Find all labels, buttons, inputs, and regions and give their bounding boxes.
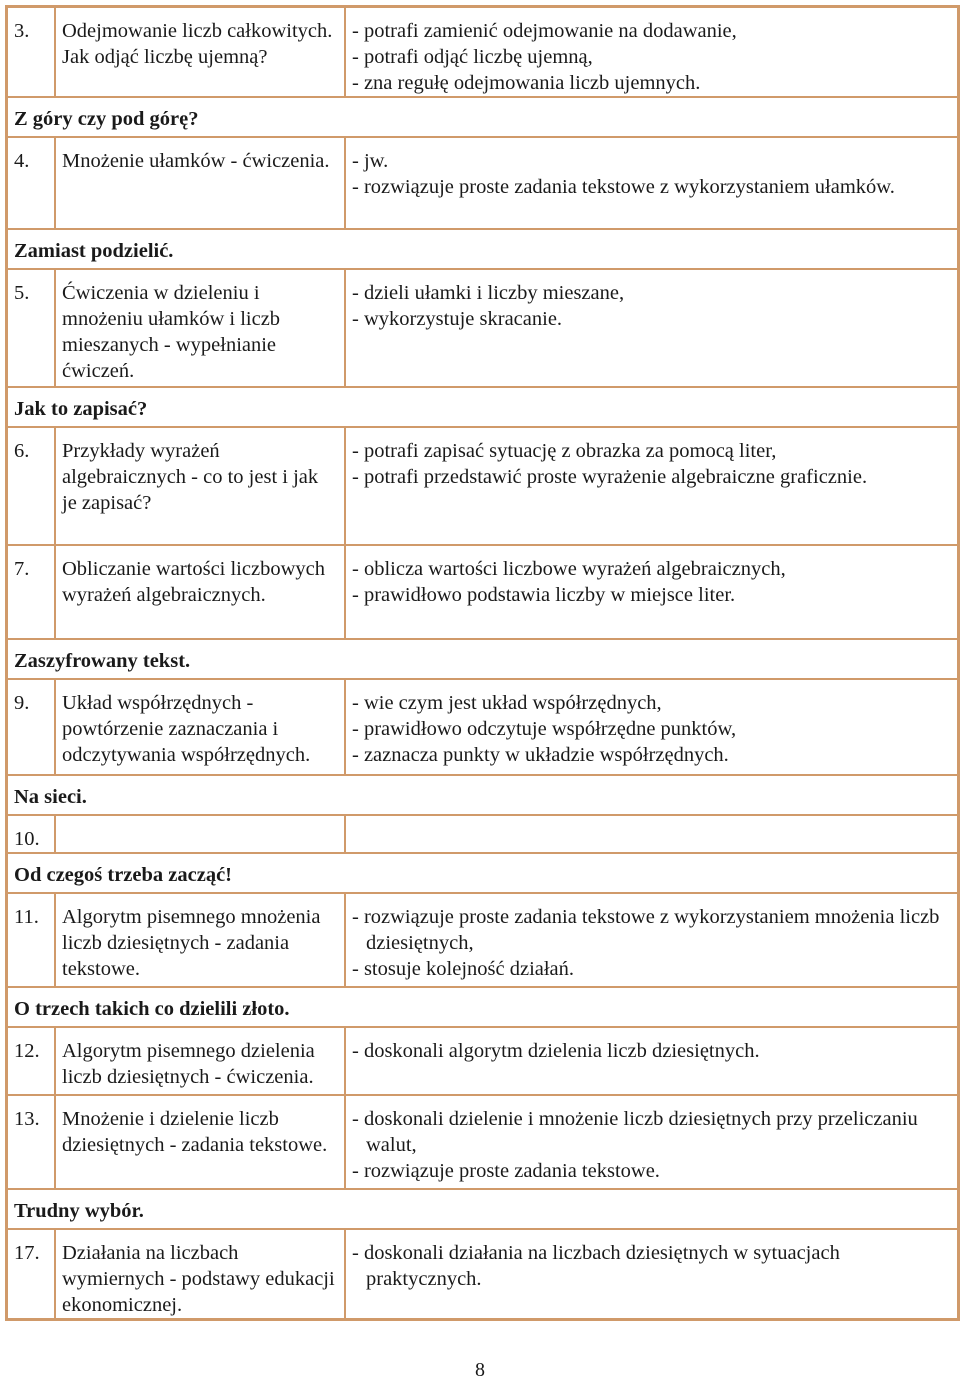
skill-item: - stosuje kolejność działań. [352,958,575,980]
lesson-number: 9. [7,679,55,775]
lesson-row [7,1095,958,1189]
skill-item: - potrafi zamienić odejmowanie na dodawanie, [352,20,737,42]
lesson-number: 11. [7,893,55,987]
lesson-row [7,1027,958,1095]
lesson-skills [345,269,958,387]
lesson-skills [345,815,958,853]
lesson-row [7,545,958,639]
section-title: Zaszyfrowany tekst. [7,639,958,679]
skill-item: - zna regułę odejmowania liczb ujemnych. [352,72,701,94]
section-title: Od czegoś trzeba zacząć! [7,853,958,893]
lesson-topic: Układ współrzędnych - powtórzenie zaznaczania i odczytywania współrzędnych. [55,679,345,775]
lesson-number: 5. [7,269,55,387]
lesson-row [7,427,958,545]
lesson-number: 17. [7,1229,55,1319]
lesson-skills [345,427,958,545]
lesson-number: 7. [7,545,55,639]
section-title: Z góry czy pod górę? [7,97,958,137]
section-title: Na sieci. [7,775,958,815]
skill-item: - prawidłowo odczytuje współrzędne punktów, [352,718,737,740]
lesson-topic: Ćwiczenia w dzieleniu i mnożeniu ułamków i liczb mieszanych - wypełnianie ćwiczeń. [55,269,345,387]
lesson-row [7,7,958,97]
lesson-skills [345,1229,958,1319]
lesson-row [7,815,958,853]
page-number: 8 [475,1359,485,1381]
section-row [7,639,958,679]
lesson-skills [345,1095,958,1189]
section-title: Jak to zapisać? [7,387,958,427]
section-title: O trzech takich co dzielili złoto. [7,987,958,1027]
lesson-number: 4. [7,137,55,229]
lesson-number: 13. [7,1095,55,1189]
skill-item: - potrafi odjąć liczbę ujemną, [352,46,593,68]
lesson-row [7,893,958,987]
section-row [7,229,958,269]
section-row [7,97,958,137]
lesson-skills [345,1027,958,1095]
lesson-skills [345,545,958,639]
lesson-topic: Działania na liczbach wymiernych - podstawy edukacji ekonomicznej. [55,1229,345,1319]
lesson-topic: Obliczanie wartości liczbowych wyrażeń algebraicznych. [55,545,345,639]
lesson-topic: Algorytm pisemnego mnożenia liczb dziesiętnych - zadania tekstowe. [55,893,345,987]
skill-item: - wykorzystuje skracanie. [352,308,563,330]
section-title: Trudny wybór. [7,1189,958,1229]
lesson-number: 3. [7,7,55,97]
lesson-topic: Mnożenie ułamków - ćwiczenia. [55,137,345,229]
skill-item: - rozwiązuje proste zadania tekstowe z wykorzystaniem mnożenia liczb dziesiętnych, [352,906,940,954]
lesson-topic: Mnożenie i dzielenie liczb dziesiętnych - zadania tekstowe. [55,1095,345,1189]
lesson-plan-table [5,5,960,1321]
lesson-skills [345,137,958,229]
skill-item: - zaznacza punkty w układzie współrzędnych. [352,744,729,766]
skill-item: - rozwiązuje proste zadania tekstowe z wykorzystaniem ułamków. [352,176,895,198]
section-row [7,775,958,815]
skill-item: - jw. [352,150,389,172]
lesson-skills [345,679,958,775]
lesson-topic: Algorytm pisemnego dzielenia liczb dziesiętnych - ćwiczenia. [55,1027,345,1095]
lesson-number: 10. [7,815,55,853]
lesson-number: 6. [7,427,55,545]
skill-item: - rozwiązuje proste zadania tekstowe. [352,1160,660,1182]
lesson-topic [55,815,345,853]
section-row [7,387,958,427]
lesson-skills [345,893,958,987]
lesson-skills [345,7,958,97]
lesson-row [7,137,958,229]
skill-item: - prawidłowo podstawia liczby w miejsce liter. [352,584,736,606]
section-row [7,1189,958,1229]
skill-item: - dzieli ułamki i liczby mieszane, [352,282,625,304]
lesson-topic: Odejmowanie liczb całkowitych. Jak odjąć liczbę ujemną? [55,7,345,97]
lesson-topic: Przykłady wyrażeń algebraicznych - co to jest i jak je zapisać? [55,427,345,545]
lesson-row [7,679,958,775]
lesson-number: 12. [7,1027,55,1095]
lesson-row [7,1229,958,1319]
skill-item: - potrafi przedstawić proste wyrażenie algebraiczne graficznie. [352,466,868,488]
skill-item: - doskonali algorytm dzielenia liczb dziesiętnych. [352,1040,760,1062]
lesson-row [7,269,958,387]
skill-item: - potrafi zapisać sytuację z obrazka za pomocą liter, [352,440,777,462]
skill-item: - oblicza wartości liczbowe wyrażeń algebraicznych, [352,558,786,580]
section-row [7,853,958,893]
section-row [7,987,958,1027]
skill-item: - doskonali dzielenie i mnożenie liczb dziesiętnych przy przeliczaniu walut, [352,1108,918,1156]
skill-item: - wie czym jest układ współrzędnych, [352,692,662,714]
section-title: Zamiast podzielić. [7,229,958,269]
skill-item: - doskonali działania na liczbach dziesiętnych w sytuacjach praktycznych. [352,1242,840,1290]
